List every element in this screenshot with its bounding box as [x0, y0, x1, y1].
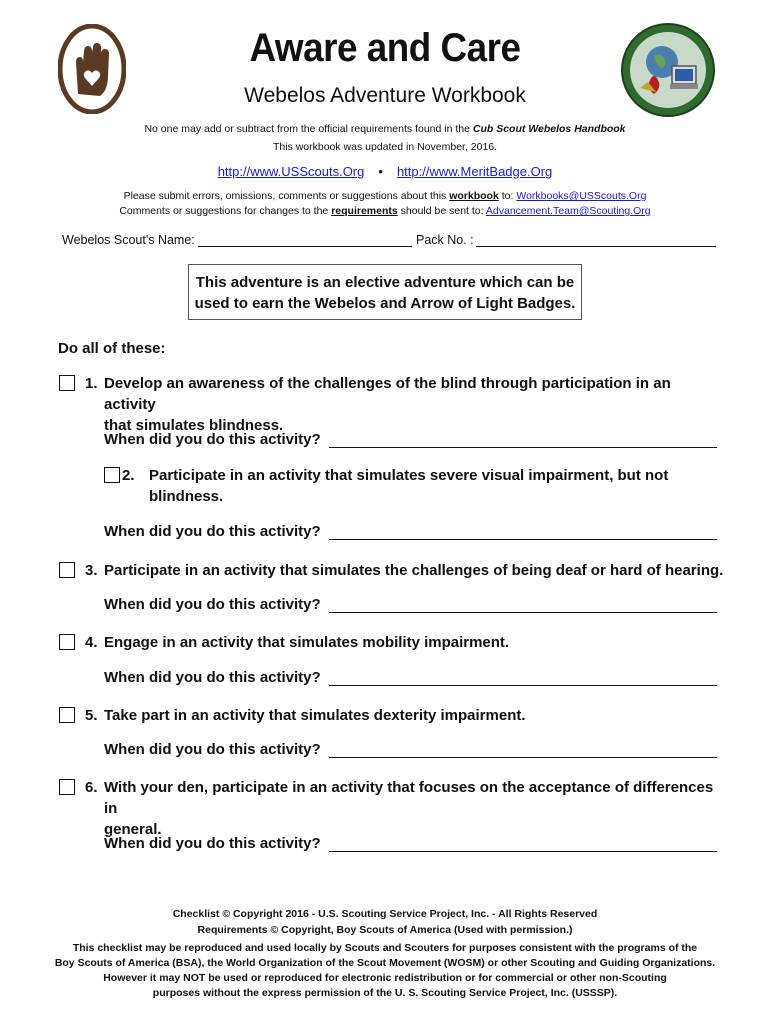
requirement-3-when: [104, 596, 717, 613]
when-input-line[interactable]: [329, 433, 717, 448]
requirement-4-when: [104, 669, 717, 686]
requirements-feedback-line: [0, 205, 770, 217]
submit1-prefix: Please submit errors, omissions, comments or suggestions about this: [123, 190, 447, 202]
requirement-text-line-1: Participate in an activity that simulates the challenges of being deaf or hard of hearing.: [104, 562, 724, 579]
requirement-2-when: [104, 523, 717, 540]
requirement-text-line-1: Take part in an activity that simulates dexterity impairment.: [104, 707, 526, 724]
page-subtitle: Webelos Adventure Workbook: [244, 84, 526, 107]
when-input-line[interactable]: [329, 743, 717, 758]
when-input-line[interactable]: [329, 598, 717, 613]
requirement-5: [85, 705, 725, 726]
scout-name-input-line[interactable]: [198, 234, 412, 247]
page-title: Aware and Care: [249, 26, 521, 70]
requirement-4: [85, 632, 725, 653]
usscouts-link[interactable]: http://www.USScouts.Org: [217, 164, 365, 179]
requirement-1: [85, 373, 725, 436]
requirement-3: [85, 560, 725, 581]
scout-name-field: [62, 233, 412, 247]
scout-name-label: Webelos Scout's Name:: [62, 233, 195, 247]
when-input-line[interactable]: [329, 671, 717, 686]
when-label: When did you do this activity?: [104, 741, 321, 758]
requirement-1-when: [104, 431, 717, 448]
submit2-keyword: requirements: [331, 205, 398, 217]
requirement-number: 5.: [85, 707, 98, 724]
requirement-text-line-1: With your den, participate in an activity that focuses on the acceptance of differences in: [104, 779, 714, 817]
workbook-feedback-line: [0, 190, 770, 202]
requirement-text-line-1: Participate in an activity that simulates severe visual impairment, but not: [149, 467, 669, 484]
footer-usage-line-4: purposes without the express permission of the U. S. Scouting Service Project, Inc. (USSSP).: [152, 987, 618, 999]
when-input-line[interactable]: [329, 525, 717, 540]
link-separator: •: [378, 164, 383, 179]
requirement-6-checkbox[interactable]: [59, 779, 75, 795]
workbooks-email-link[interactable]: Workbooks@USScouts.Org: [516, 190, 647, 202]
updated-note: This workbook was updated in November, 2016.: [272, 141, 498, 153]
requirements-note: [0, 123, 770, 135]
elective-callout-box: [188, 264, 582, 320]
requirement-number: 4.: [85, 634, 98, 651]
requirement-5-when: [104, 741, 717, 758]
submit1-keyword: workbook: [449, 190, 499, 202]
submit2-prefix: Comments or suggestions for changes to the: [119, 205, 329, 217]
note-prefix: No one may add or subtract from the official requirements found in the: [144, 123, 470, 135]
submit2-to: should be sent to:: [400, 205, 484, 217]
website-links: [0, 164, 770, 179]
requirement-number: 3.: [85, 562, 98, 579]
requirement-text-line-1: Engage in an activity that simulates mobility impairment.: [104, 634, 510, 651]
footer-usage-line-1: This checklist may be reproduced and used locally by Scouts and Scouters for purposes consistent with the programs of the: [72, 942, 698, 954]
requirement-text-line-2: that simulates blindness.: [104, 417, 284, 434]
when-label: When did you do this activity?: [104, 835, 321, 852]
requirement-3-checkbox[interactable]: [59, 562, 75, 578]
meritbadge-link[interactable]: http://www.MeritBadge.Org: [396, 164, 553, 179]
footer-usage-line-3: However it may NOT be used or reproduced for electronic redistribution or for commercial or other non-Scouting: [103, 972, 667, 984]
requirement-4-checkbox[interactable]: [59, 634, 75, 650]
when-input-line[interactable]: [329, 837, 717, 852]
callout-line-2: used to earn the Webelos and Arrow of Light Badges.: [194, 295, 576, 312]
requirement-number: 2.: [122, 467, 135, 484]
when-label: When did you do this activity?: [104, 669, 321, 686]
requirement-1-checkbox[interactable]: [59, 375, 75, 391]
requirement-6: [85, 777, 725, 840]
handbook-title: Cub Scout Webelos Handbook: [472, 123, 626, 135]
requirement-number: 6.: [85, 779, 98, 796]
requirement-6-when: [104, 835, 717, 852]
submit1-to: to:: [501, 190, 514, 202]
requirement-number: 1.: [85, 375, 98, 392]
pack-number-input-line[interactable]: [476, 234, 716, 247]
when-label: When did you do this activity?: [104, 523, 321, 540]
footer-copyright-checklist: Checklist © Copyright 2016 - U.S. Scouting Service Project, Inc. - All Rights Reserved: [172, 908, 598, 920]
requirement-text-line-1: Develop an awareness of the challenges of the blind through participation in an activity: [104, 375, 671, 413]
pack-number-label: Pack No. :: [416, 233, 474, 247]
when-label: When did you do this activity?: [104, 596, 321, 613]
pack-number-field: [416, 233, 716, 247]
section-title: Do all of these:: [58, 340, 166, 357]
when-label: When did you do this activity?: [104, 431, 321, 448]
callout-line-1: This adventure is an elective adventure which can be: [195, 274, 575, 291]
requirement-text-line-2: blindness.: [149, 488, 224, 505]
requirement-2-checkbox[interactable]: [104, 467, 120, 483]
advancement-email-link[interactable]: Advancement.Team@Scouting.Org: [485, 205, 651, 217]
requirement-text-line-2: general.: [104, 821, 162, 838]
footer-usage-line-2: Boy Scouts of America (BSA), the World Organization of the Scout Movement (WOSM) or other Scouting and Guiding Organizations.: [54, 957, 716, 969]
requirement-2: [122, 465, 722, 507]
footer-copyright-requirements: Requirements © Copyright, Boy Scouts of America (Used with permission.): [197, 924, 573, 936]
requirement-5-checkbox[interactable]: [59, 707, 75, 723]
